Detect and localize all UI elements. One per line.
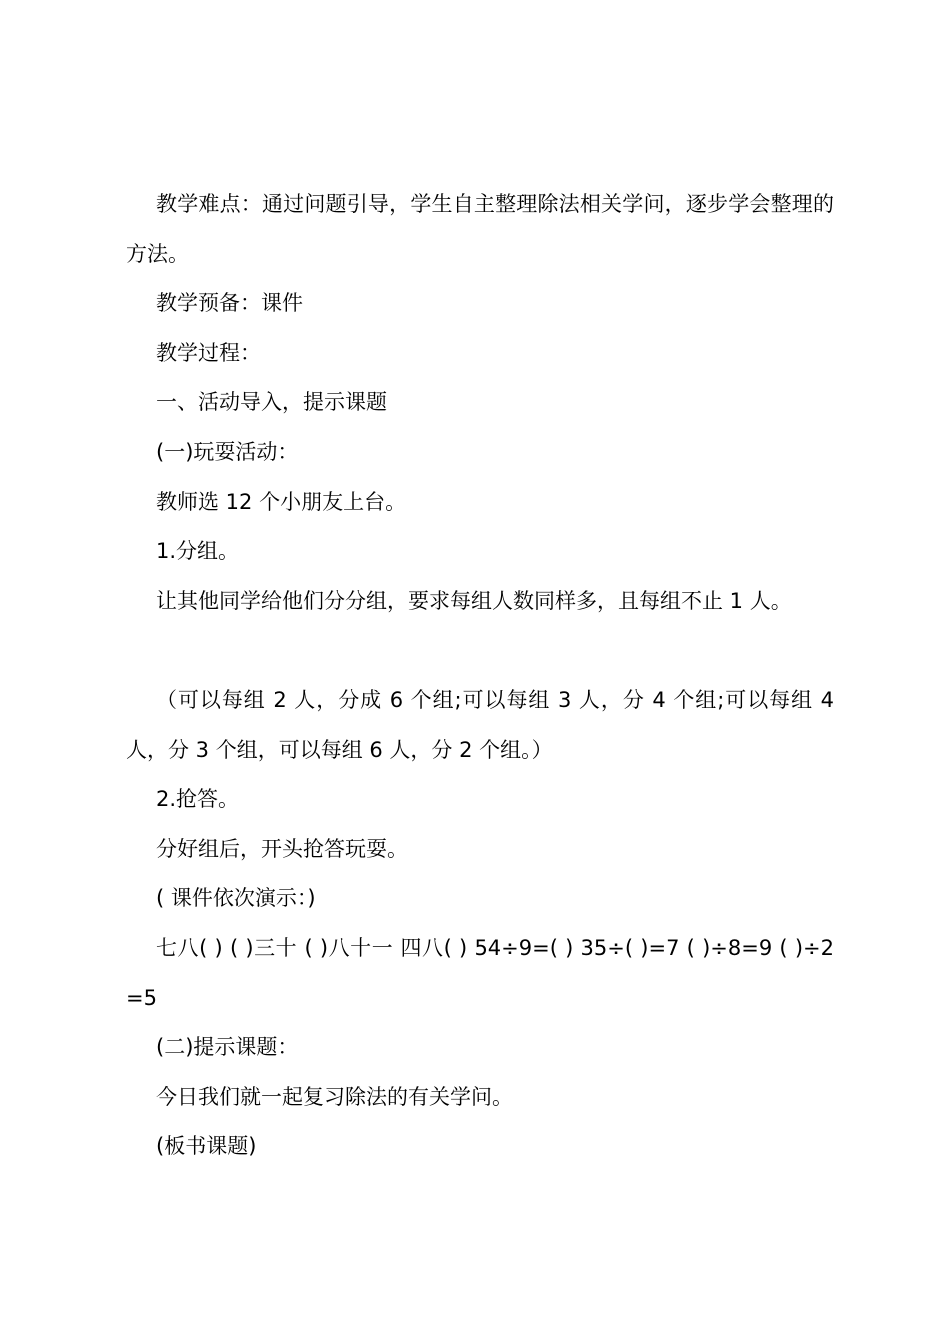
paragraph-teacher-selects: 教师选 12 个小朋友上台。: [156, 489, 407, 514]
step-quick-answer: 2.抢答。: [156, 787, 240, 812]
section-heading-activity-intro: 一、活动导入，提示课题: [156, 390, 387, 415]
paragraph-teaching-process: 教学过程：: [156, 340, 261, 365]
paragraph-teaching-difficulty: 教学难点：通过问题引导，学生自主整理除法相关学问，逐步学会整理的方法。: [126, 192, 834, 266]
paragraph-courseware-demo: ( 课件依次演示：): [156, 886, 316, 911]
paragraph-review-division: 今日我们就一起复习除法的有关学问。: [156, 1084, 513, 1109]
paragraph-start-game: 分好组后，开头抢答玩耍。: [156, 836, 408, 861]
paragraph-board-title: (板书课题): [156, 1134, 257, 1159]
step-grouping: 1.分组。: [156, 539, 240, 564]
document-body: [126, 180, 834, 1172]
paragraph-teaching-preparation: 教学预备：课件: [156, 291, 303, 316]
blank-line: [126, 626, 834, 676]
subheading-play-activity: (一)玩耍活动：: [156, 439, 299, 464]
paragraph-grouping-options: （可以每组 2 人，分成 6 个组;可以每组 3 人，分 4 个组;可以每组 4 人，分 3 个组，可以每组 6 人，分 2 个组。）: [126, 687, 834, 762]
subheading-reveal-topic: (二)提示课题：: [156, 1035, 299, 1060]
paragraph-exercises: 七八( ) ( )三十 ( )八十一 四八( ) 54÷9=( ) 35÷( )=7 ( )÷8=9 ( )÷2=5: [126, 935, 834, 1010]
paragraph-grouping-instruction: 让其他同学给他们分分组，要求每组人数同样多，且每组不止 1 人。: [156, 588, 792, 613]
